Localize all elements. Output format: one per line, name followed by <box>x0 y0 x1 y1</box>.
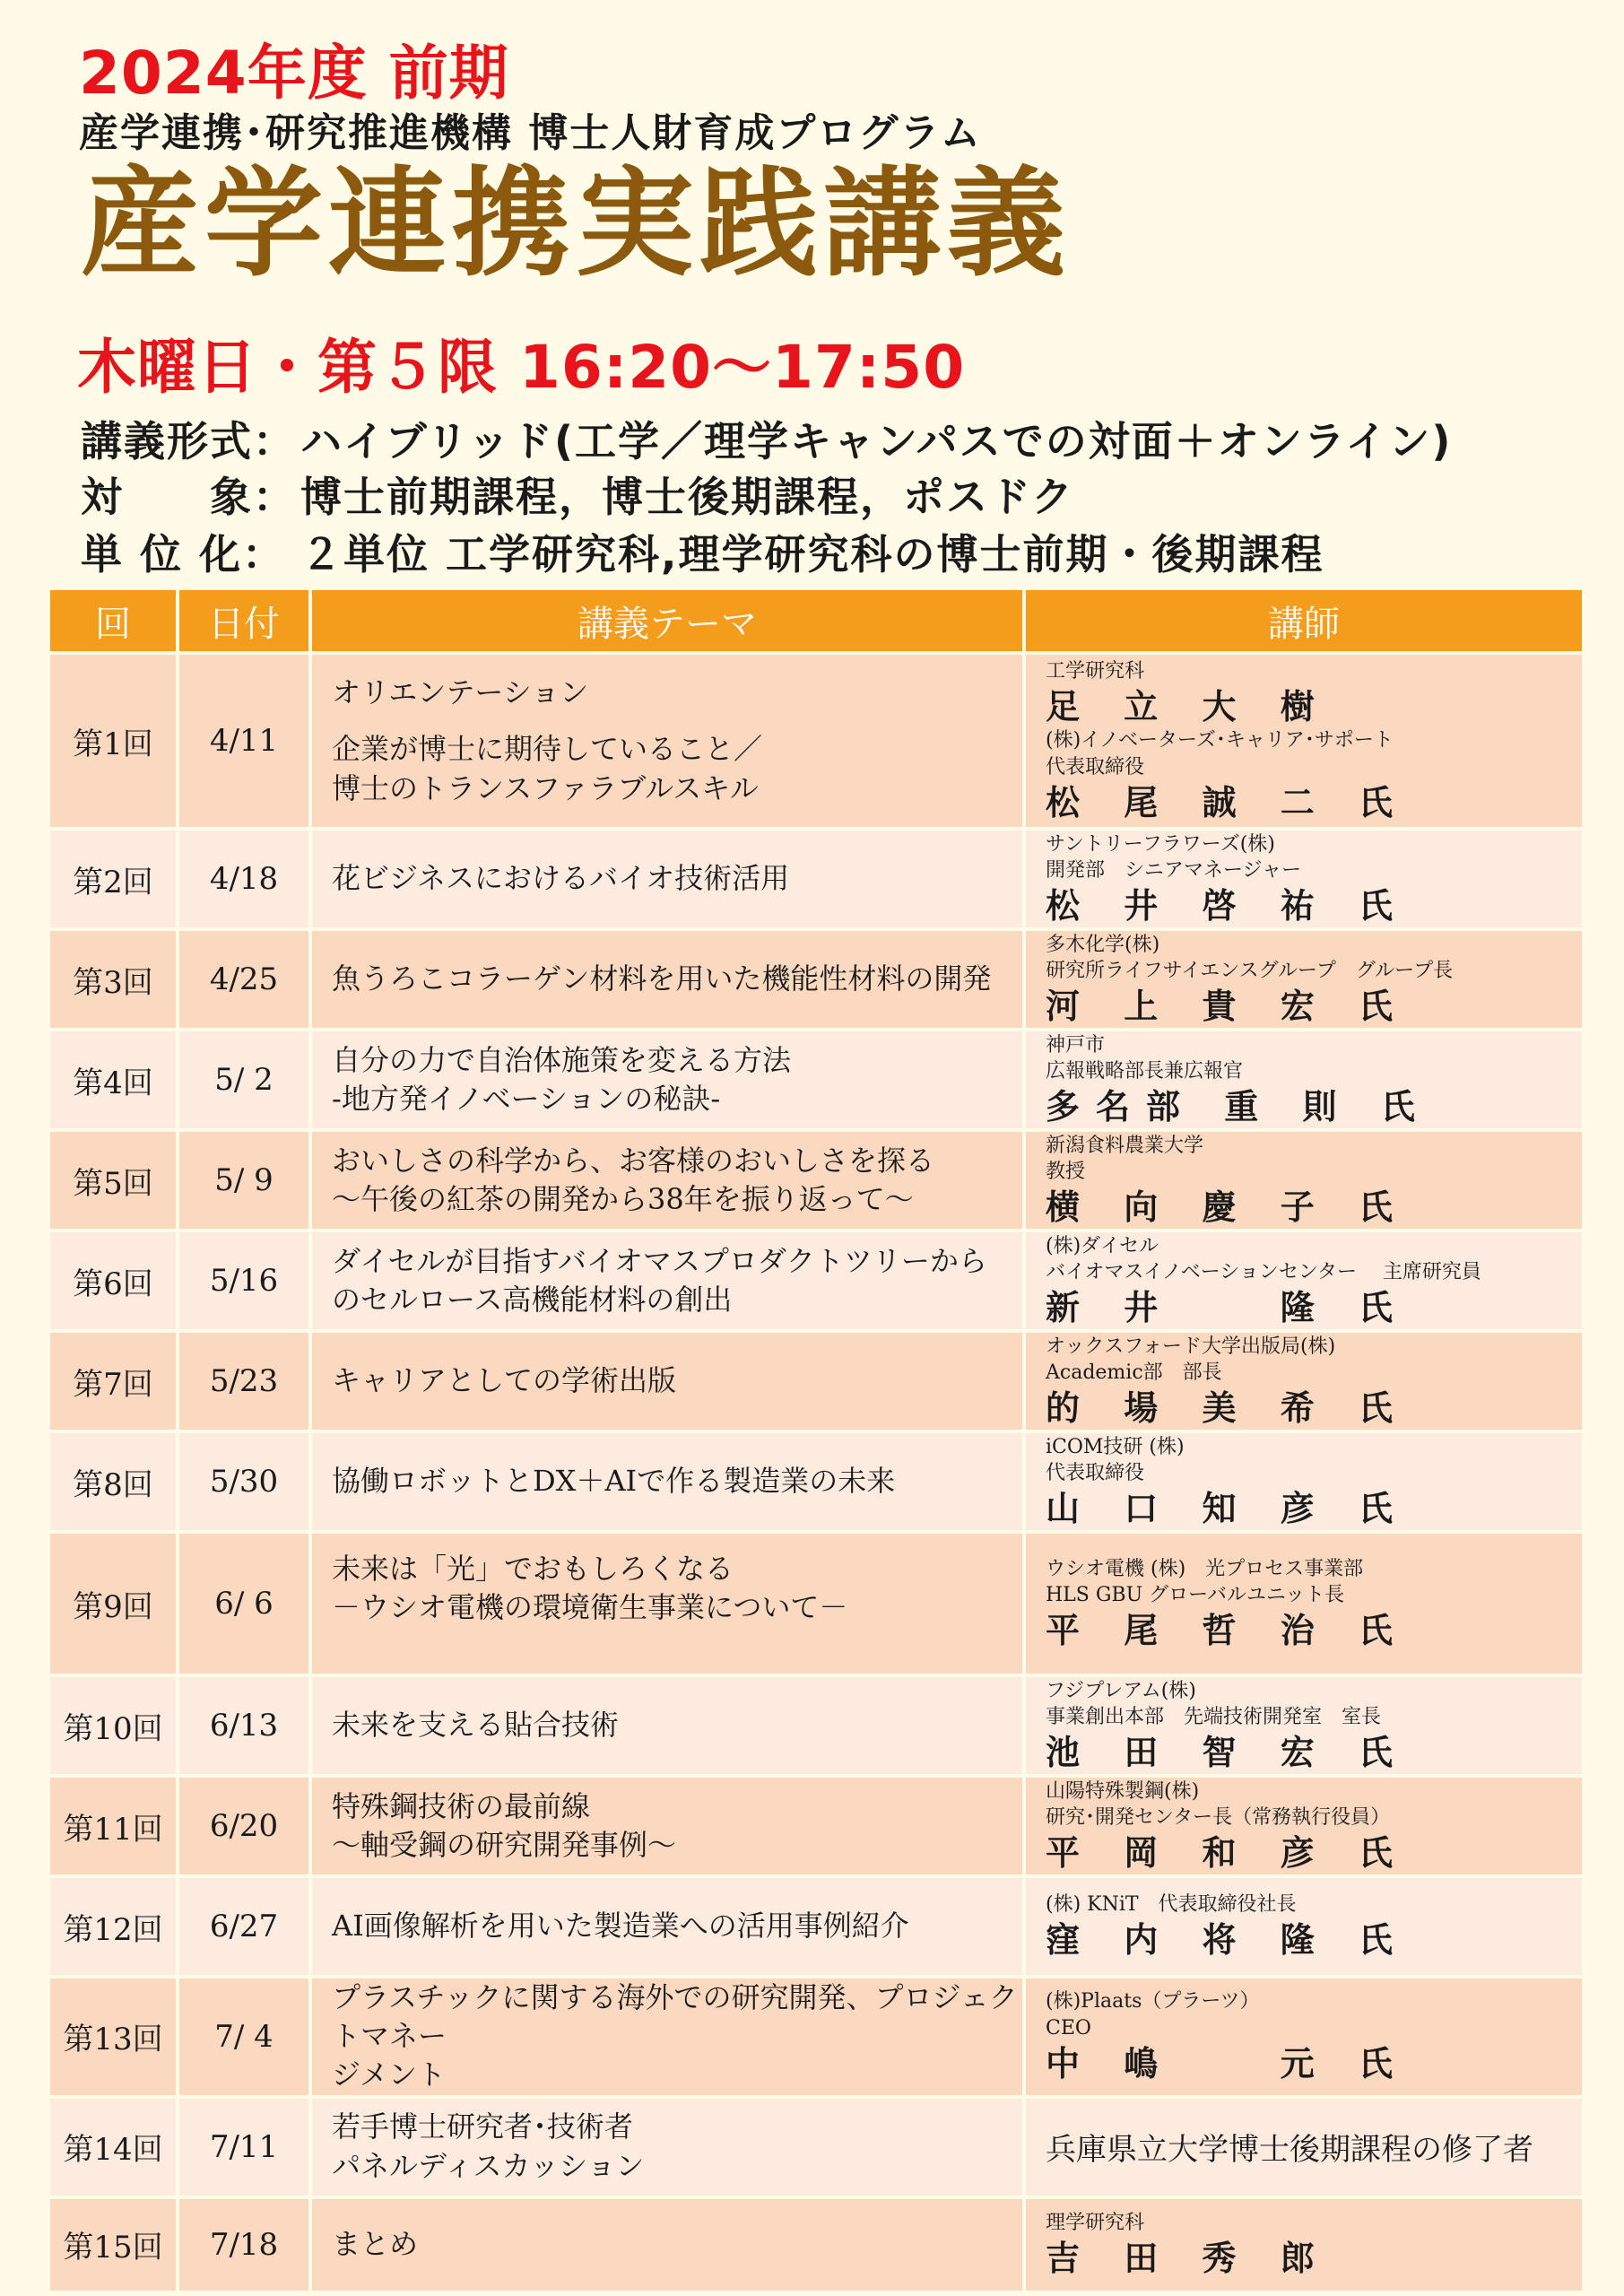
header-num: 回 <box>48 588 178 653</box>
lecturer-title: HLS GBU グローバルユニット長 <box>1046 1584 1345 1607</box>
lecture-date: 6/27 <box>178 1876 310 1977</box>
lecture-theme <box>310 929 1024 1030</box>
lecturer-title: 事業創出本部 先端技術開発室 室長 <box>1046 1706 1382 1729</box>
lecture-theme <box>310 829 1024 929</box>
lecture-number: 第10回 <box>48 1675 178 1776</box>
table-row <box>48 929 1584 1030</box>
lecturer-affiliation: 多木化学(株) <box>1046 933 1160 956</box>
lecturer <box>1024 1331 1584 1431</box>
lecturer-name: 池 田 智 宏 氏 <box>1046 1731 1409 1772</box>
lecturer-affiliation: フジプレアム(株) <box>1046 1679 1196 1702</box>
lecture-number: 第15回 <box>48 2197 178 2292</box>
lecture-number: 第12回 <box>48 1876 178 1977</box>
lecture-date: 5/ 9 <box>178 1130 310 1231</box>
lecturer <box>1024 929 1584 1030</box>
lecturer-name: 松 尾 誠 二 氏 <box>1046 781 1409 822</box>
lecturer-title: 代表取締役 <box>1046 1462 1145 1485</box>
theme-line: まとめ <box>332 2226 419 2261</box>
lecturer-affiliation: オックスフォード大学出版局(株) <box>1046 1335 1336 1358</box>
lecture-date: 4/11 <box>178 653 310 829</box>
lecturer <box>1024 1130 1584 1231</box>
lecture-theme <box>310 1030 1024 1130</box>
theme-line: ダイセルが目指すバイオマスプロダクトツリーから <box>332 1243 987 1278</box>
lecturer-group: 兵庫県立大学博士後期課程の修了者 <box>1046 2132 1533 2169</box>
lecturer-affiliation: 山陽特殊製鋼(株) <box>1046 1779 1200 1803</box>
table-row <box>48 1030 1584 1130</box>
table-row <box>48 1231 1584 1331</box>
lecture-date: 7/ 4 <box>178 1977 310 2097</box>
lecturer-title: Academic部 部長 <box>1046 1361 1222 1385</box>
lecturer <box>1024 1977 1584 2097</box>
lecture-number: 第9回 <box>48 1532 178 1675</box>
lecture-date: 5/23 <box>178 1331 310 1431</box>
lecturer-name: 多名部 重 則 氏 <box>1046 1085 1431 1126</box>
lecture-theme <box>310 1331 1024 1431</box>
theme-line: パネルディスカッション <box>332 2148 645 2183</box>
lecture-number: 第7回 <box>48 1331 178 1431</box>
info-format-value: ハイブリッド(工学／理学キャンパスでの対面＋オンライン) <box>300 417 1453 465</box>
lecture-date: 4/18 <box>178 829 310 929</box>
lecturer-affiliation: 新潟食料農業大学 <box>1046 1134 1204 1157</box>
theme-line: ～午後の紅茶の開発から38年を振り返って～ <box>332 1182 914 1216</box>
theme-line: プラスチックに関する海外での研究開発、プロジェクトマネー <box>332 1980 1018 2054</box>
table-row <box>48 1776 1584 1876</box>
theme-line: AI画像解析を用いた製造業への活用事例紹介 <box>332 1909 909 1944</box>
lecturer <box>1024 1431 1584 1532</box>
lecturer-title: 研究所ライフサイエンスグループ グループ長 <box>1046 960 1454 983</box>
lecture-date: 5/16 <box>178 1231 310 1331</box>
lecture-theme <box>310 1532 1024 1675</box>
info-credit-value: ２単位 工学研究科,理学研究科の博士前期・後期課程 <box>300 530 1324 578</box>
lecture-date: 7/11 <box>178 2097 310 2197</box>
lecturer <box>1024 1675 1584 1776</box>
lecture-date: 5/30 <box>178 1431 310 1532</box>
lecture-date: 6/20 <box>178 1776 310 1876</box>
lecturer-name: 足 立 大 樹 <box>1046 685 1331 726</box>
lecturer-name: 中 嶋 元 氏 <box>1046 2042 1409 2083</box>
theme-line: オリエンテーション <box>332 675 589 710</box>
lecturer-affiliation: iCOM技研 (株) <box>1046 1435 1185 1458</box>
table-row <box>48 2097 1584 2197</box>
lecturer-title: CEO <box>1046 2017 1091 2040</box>
lecturer-name: 山 口 知 彦 氏 <box>1046 1487 1409 1528</box>
lecture-number: 第6回 <box>48 1231 178 1331</box>
lecturer-affiliation: ウシオ電機 (株) 光プロセス事業部 <box>1046 1557 1364 1580</box>
table-row <box>48 1876 1584 1977</box>
page-title: 産学連携実践講義 <box>81 155 1071 293</box>
lecture-number: 第3回 <box>48 929 178 1030</box>
lecture-number: 第11回 <box>48 1776 178 1876</box>
lecture-number: 第13回 <box>48 1977 178 2097</box>
header-lecturer: 講師 <box>1024 588 1584 653</box>
lecturer-affiliation: 神戸市 <box>1046 1033 1106 1057</box>
lecturer <box>1024 1030 1584 1130</box>
lecture-number: 第14回 <box>48 2097 178 2197</box>
lecturer <box>1024 653 1584 829</box>
lecturer <box>1024 2097 1584 2197</box>
lecture-theme <box>310 2097 1024 2197</box>
table-row <box>48 1532 1584 1675</box>
lecture-date: 7/18 <box>178 2197 310 2292</box>
theme-line: －ウシオ電機の環境衛生事業について－ <box>332 1590 848 1624</box>
header-date: 日付 <box>178 588 310 653</box>
lecturer <box>1024 1876 1584 1977</box>
info-target-key: 対 象： <box>81 473 296 521</box>
theme-line: 協働ロボットとDX＋AIで作る製造業の未来 <box>332 1464 896 1499</box>
theme-line: 企業が博士に期待していること／ <box>332 732 763 767</box>
lecturer-affiliation: サントリーフラワーズ(株) <box>1046 832 1275 856</box>
lecturer-name: 松 井 啓 祐 氏 <box>1046 884 1409 926</box>
info-target <box>81 465 1074 524</box>
lecturer-title: バイオマスイノベーションセンター 主席研究員 <box>1046 1261 1481 1284</box>
lecturer-affiliation: 理学研究科 <box>1046 2211 1145 2234</box>
lecturer-title: 研究･開発センター長（常務執行役員） <box>1046 1806 1391 1830</box>
lecture-theme <box>310 653 1024 829</box>
lecture-theme <box>310 1231 1024 1331</box>
lecturer-name: 新 井 隆 氏 <box>1046 1286 1409 1327</box>
lecture-theme <box>310 1431 1024 1532</box>
lecture-number: 第1回 <box>48 653 178 829</box>
table-row <box>48 1331 1584 1431</box>
info-target-value: 博士前期課程，博士後期課程，ポスドク <box>300 473 1075 521</box>
lecturer-name: 平 岡 和 彦 氏 <box>1046 1831 1409 1873</box>
theme-line: のセルロース高機能材料の創出 <box>332 1283 733 1317</box>
info-credit-key: 単 位 化： <box>81 530 286 578</box>
theme-line: 花ビジネスにおけるバイオ技術活用 <box>332 861 790 896</box>
lecturer <box>1024 1776 1584 1876</box>
lecture-number: 第2回 <box>48 829 178 929</box>
lecturer <box>1024 1532 1584 1675</box>
lecture-number: 第5回 <box>48 1130 178 1231</box>
lecture-theme <box>310 1776 1024 1876</box>
lecturer-name: 窪 内 将 隆 氏 <box>1046 1919 1409 1961</box>
table-row <box>48 653 1584 829</box>
theme-line: 特殊鋼技術の最前線 <box>332 1788 591 1823</box>
lecturer <box>1024 2197 1584 2292</box>
table-row <box>48 829 1584 929</box>
lecture-date: 6/ 6 <box>178 1532 310 1675</box>
theme-line: キャリアとしての学術出版 <box>332 1363 677 1398</box>
table-row <box>48 1675 1584 1776</box>
lecturer-name: 横 向 慶 子 氏 <box>1046 1186 1409 1227</box>
term-heading: 2024年度 前期 <box>79 39 509 108</box>
theme-line: ～軸受鋼の研究開発事例～ <box>332 1828 677 1862</box>
lecturer-affiliation: 工学研究科 <box>1046 659 1145 683</box>
lecturer-title: 広報戦略部長兼広報官 <box>1046 1060 1244 1083</box>
lecture-number: 第8回 <box>48 1431 178 1532</box>
theme-line: ジメント <box>332 2057 447 2092</box>
header-theme: 講義テーマ <box>310 588 1024 653</box>
theme-line: 未来は「光」でおもしろくなる <box>332 1551 734 1586</box>
info-format-key: 講義形式： <box>81 417 296 465</box>
lecturer <box>1024 829 1584 929</box>
theme-line: 魚うろこコラーゲン材料を用いた機能性材料の開発 <box>332 961 992 996</box>
lecture-number: 第4回 <box>48 1030 178 1130</box>
lecture-theme <box>310 1977 1024 2097</box>
lecture-theme <box>310 1675 1024 1776</box>
table-row <box>48 1431 1584 1532</box>
lecturer-name: 平 尾 哲 治 氏 <box>1046 1609 1409 1650</box>
table-row <box>48 1130 1584 1231</box>
lecturer-title: 代表取締役 <box>1046 755 1145 778</box>
lecturer-name: 河 上 貴 宏 氏 <box>1046 985 1409 1026</box>
lecturer-name: 的 場 美 希 氏 <box>1046 1387 1409 1428</box>
schedule-table <box>47 587 1585 2294</box>
table-row <box>48 1977 1584 2097</box>
lecture-theme <box>310 2197 1024 2292</box>
org-subtitle: 産学連携･研究推進機構 博士人財育成プログラム <box>79 110 982 156</box>
schedule-time: 木曜日・第５限 16:20～17:50 <box>77 333 966 402</box>
lecturer-affiliation: (株)Plaats（プラーツ） <box>1046 1990 1260 2013</box>
lecture-theme <box>310 1130 1024 1231</box>
lecturer-affiliation: (株) KNiT 代表取締役社長 <box>1046 1893 1297 1917</box>
theme-line: -地方発イノベーションの秘訣- <box>332 1082 721 1116</box>
table-header-row <box>48 588 1584 653</box>
theme-line: 博士のトランスファラブルスキル <box>332 770 759 805</box>
info-credit <box>81 522 1324 581</box>
lecture-date: 6/13 <box>178 1675 310 1776</box>
table-row <box>48 2197 1584 2292</box>
lecturer-affiliation: (株)ダイセル <box>1046 1234 1159 1257</box>
lecturer <box>1024 1231 1584 1331</box>
lecture-date: 5/ 2 <box>178 1030 310 1130</box>
theme-line: おいしさの科学から、お客様のおいしさを探る <box>332 1143 935 1178</box>
theme-line: 未来を支える貼合技術 <box>332 1708 620 1743</box>
theme-line: 自分の力で自治体施策を変える方法 <box>332 1042 792 1077</box>
lecturer-title: 開発部 シニアマネージャー <box>1046 859 1302 883</box>
lecturer-name: 吉 田 秀 郎 <box>1046 2237 1331 2278</box>
lecturer-affiliation: (株)イノベーターズ･キャリア･サポート <box>1046 729 1394 752</box>
lecturer-title: 教授 <box>1046 1161 1086 1184</box>
lecture-theme <box>310 1876 1024 1977</box>
theme-line: 若手博士研究者･技術者 <box>332 2109 634 2144</box>
lecture-date: 4/25 <box>178 929 310 1030</box>
info-format <box>81 409 1452 468</box>
